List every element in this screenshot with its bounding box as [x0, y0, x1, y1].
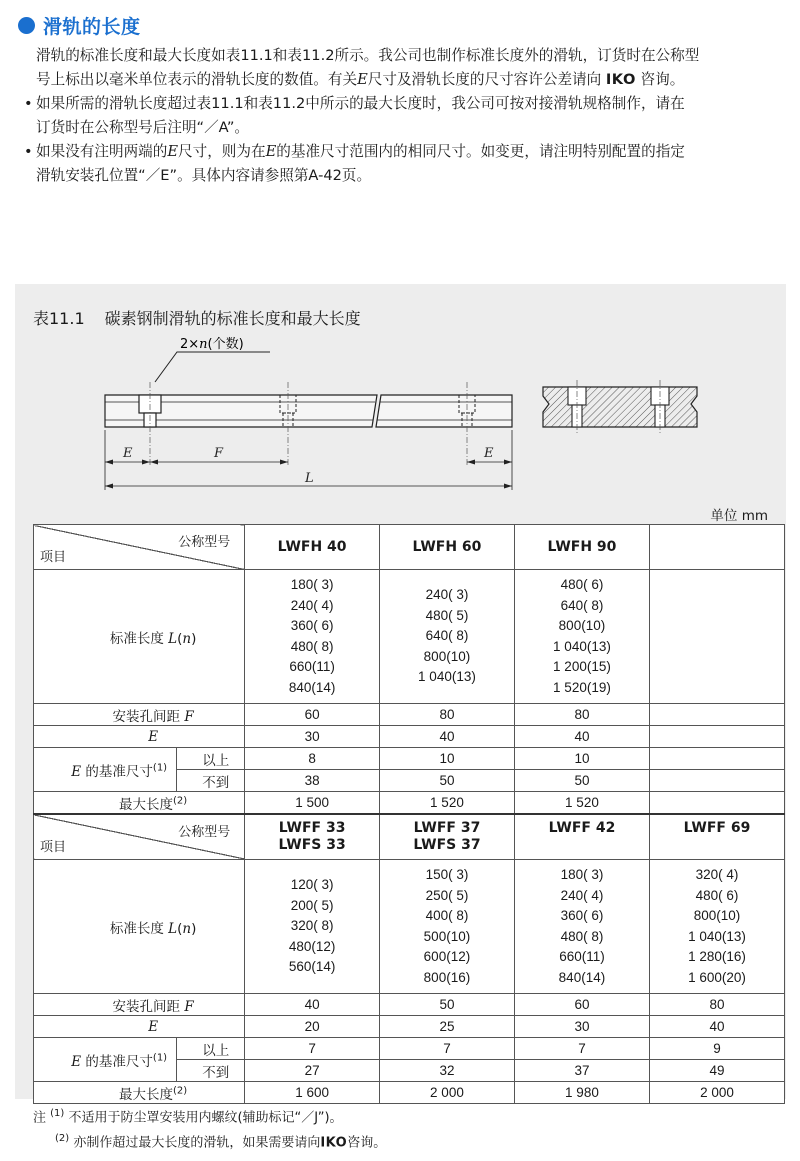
model-lwff42: LWFF 42 [514, 814, 649, 860]
section-header [18, 12, 141, 39]
table-row: 安装孔间距 F 40 50 60 80 [34, 994, 785, 1016]
footnote-2: $^{(2)}$ 亦制作超过最大长度的滑轨，如果需要请向IKO咨询。 [55, 1133, 387, 1151]
e-ref-label: E 的基准尺寸$^{(1)}$ [34, 1038, 177, 1082]
model-lwfh60: LWFH 60 [379, 525, 514, 570]
holes-label: 2×n(个数) [180, 337, 244, 352]
max-length-label: 最大长度$^{(2)}$ [34, 1082, 245, 1104]
table-row: E 30 40 40 [34, 726, 785, 748]
std-length-label: 标准长度 L(n) [34, 570, 245, 704]
e-ref-label: E 的基准尺寸$^{(1)}$ [34, 748, 177, 792]
intro-line-1: 滑轨的标准长度和最大长度如表11.1和表11.2所示。我公司也制作标准长度外的滑轨，订货时在公称型 [36, 47, 700, 64]
std-length-cell: 120( 3) 200( 5) 320( 8) 480(12) 560(14) [245, 860, 380, 994]
bullet-item-1: • 如果所需的滑轨长度超过表11.1和表11.2中所示的最大长度时，我公司可按对接滑轨规格制作，请在 订货时在公称型号后注明“／A”。 [36, 92, 786, 140]
std-length-cell: 150( 3) 250( 5) 400( 8) 500(10) 600(12) 800(16) [379, 860, 514, 994]
footnotes [33, 1103, 386, 1154]
spec-table [33, 524, 785, 1104]
std-length-cell: 480( 6) 640( 8) 800(10) 1 040(13) 1 200(15) 1 520(19) [514, 570, 649, 704]
header-diagonal-cell: 公称型号 项目 [34, 525, 245, 570]
max-length-label: 最大长度$^{(2)}$ [34, 792, 245, 815]
table-row: 安装孔间距 F 60 80 80 [34, 704, 785, 726]
rail-side-view [105, 395, 512, 427]
rail-cross-section [543, 380, 697, 434]
model-lwfh40: LWFH 40 [245, 525, 380, 570]
group1-header-row [34, 525, 785, 570]
dim-l: L [305, 471, 314, 486]
table-row: 不到 38 50 50 [34, 770, 785, 792]
rail-drawing [15, 284, 786, 509]
bullet-item-2: • 如果没有注明两端的E尺寸，则为在E的基准尺寸范围内的相同尺寸。如变更，请注明特别配置的指定 滑轨安装孔位置“／E”。具体内容请参照第A-42页。 [36, 140, 786, 188]
table-row: 不到 27 32 37 49 [34, 1060, 785, 1082]
e-symbol: E [357, 71, 368, 88]
table-row [34, 570, 785, 704]
e-label: E [34, 726, 245, 748]
group2-header-row [34, 814, 785, 860]
std-length-cell: 240( 3) 480( 5) 640( 8) 800(10) 1 040(13) [379, 570, 514, 704]
table-row [34, 860, 785, 994]
std-length-cell: 180( 3) 240( 4) 360( 6) 480( 8) 660(11) 840(14) [245, 570, 380, 704]
table-row: E 20 25 30 40 [34, 1016, 785, 1038]
dim-e-left: E [123, 446, 133, 461]
bullet-icon: • [24, 95, 33, 112]
table-title: 表11.1 碳素钢制滑轨的标准长度和最大长度 [33, 309, 361, 328]
holes-leader [155, 352, 270, 382]
dim-f: F [214, 446, 224, 461]
std-length-cell: 180( 3) 240( 4) 360( 6) 480( 8) 660(11) 840(14) [514, 860, 649, 994]
table-row: E 的基准尺寸$^{(1)}$ 以上 8 10 10 [34, 748, 785, 770]
std-length-label: 标准长度 L(n) [34, 860, 245, 994]
intro-text [24, 44, 786, 188]
table-row: 最大长度$^{(2)}$ 1 600 2 000 1 980 2 000 [34, 1082, 785, 1104]
model-lwff33: LWFF 33 LWFS 33 [245, 814, 380, 860]
bullet-icon: • [24, 143, 33, 160]
model-lwff37: LWFF 37 LWFS 37 [379, 814, 514, 860]
section-bullet-icon [18, 17, 35, 34]
hole-pitch-label: 安装孔间距 F [34, 704, 245, 726]
table-row: E 的基准尺寸$^{(1)}$ 以上 7 7 7 9 [34, 1038, 785, 1060]
intro-line-2: 号上标出以毫米单位表示的滑轨长度的数值。有关E尺寸及滑轨长度的尺寸容许公差请向 IKO 咨询。 [36, 71, 685, 88]
unit-label: 单位 mm [710, 508, 768, 524]
model-lwfh90: LWFH 90 [514, 525, 649, 570]
model-lwff69: LWFF 69 [649, 814, 784, 860]
table-row: 最大长度$^{(2)}$ 1 500 1 520 1 520 [34, 792, 785, 815]
section-title: 滑轨的长度 [43, 16, 141, 38]
table-panel [15, 284, 786, 1103]
iko-brand: IKO [605, 71, 636, 88]
header-diagonal-cell: 公称型号 项目 [34, 814, 245, 860]
hole-pitch-label: 安装孔间距 F [34, 994, 245, 1016]
std-length-cell: 320( 4) 480( 6) 800(10) 1 040(13) 1 280(16) 1 600(20) [649, 860, 784, 994]
e-label: E [34, 1016, 245, 1038]
footnote-1: 注 $^{(1)}$ 不适用于防尘罩安装用内螺纹(辅助标记“／J”)。 [33, 1108, 343, 1126]
dim-e-right: E [484, 446, 494, 461]
